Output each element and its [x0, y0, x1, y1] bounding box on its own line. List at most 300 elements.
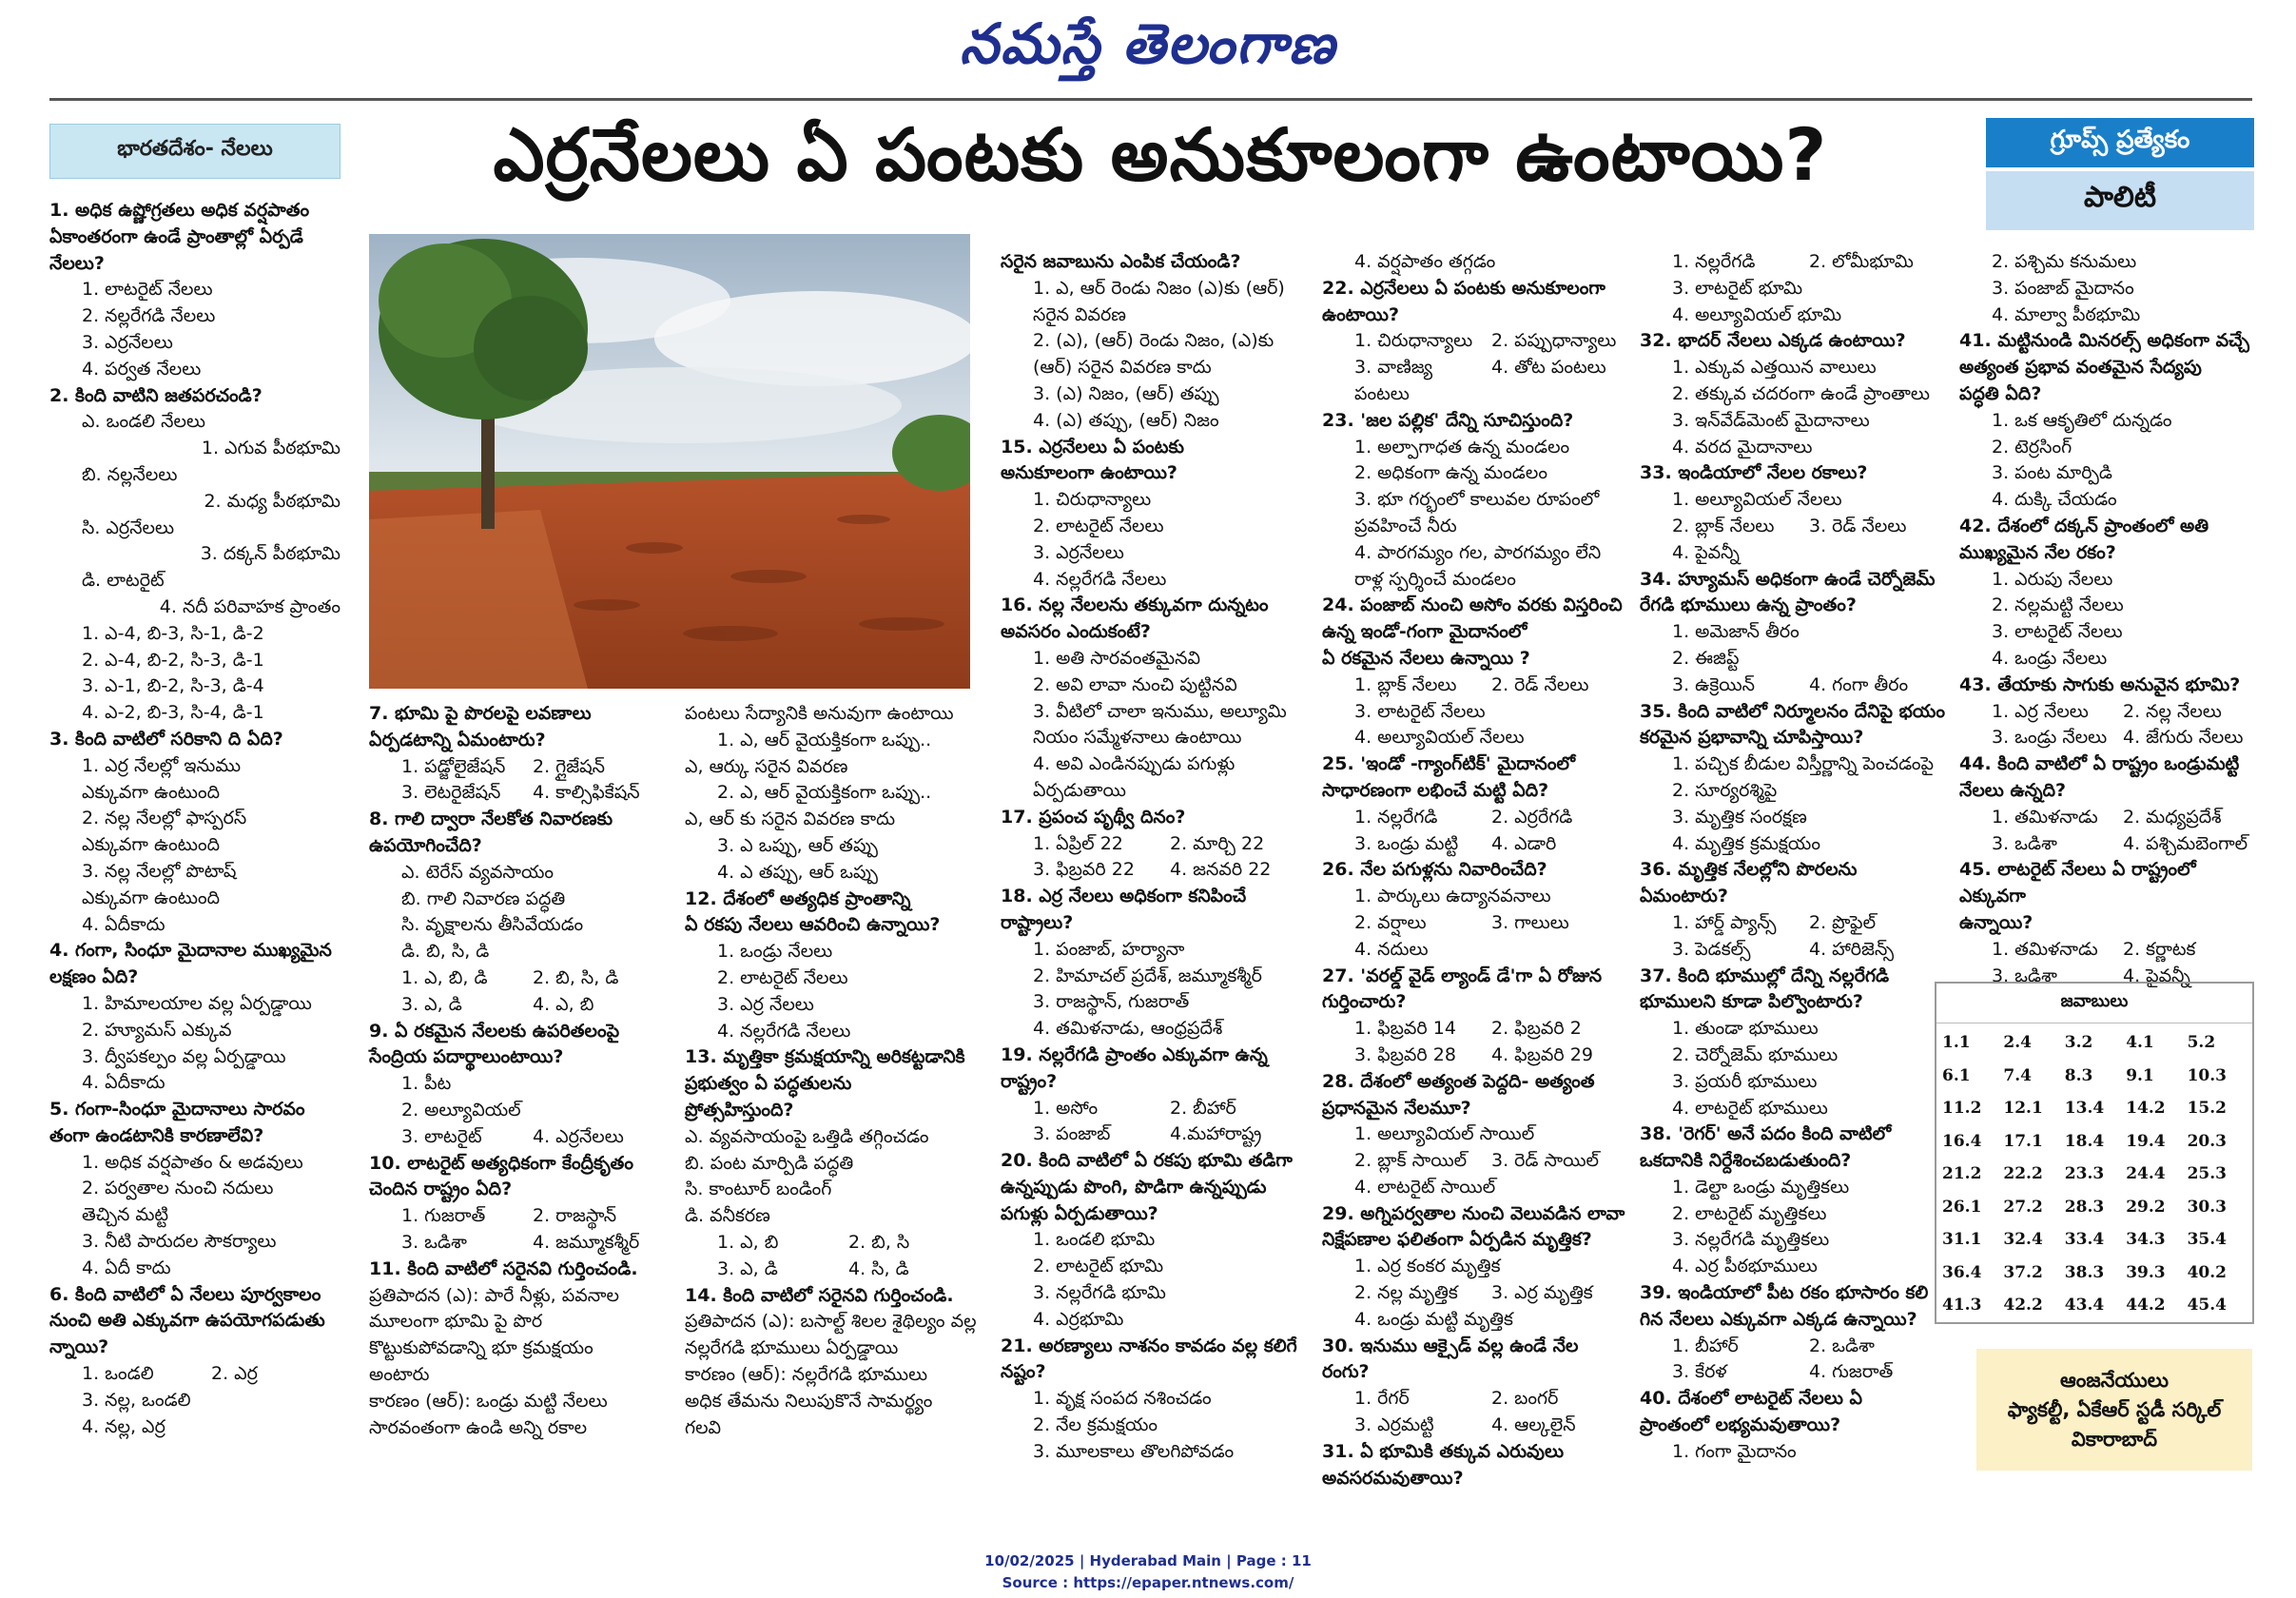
option: 1. గుజరాత్	[401, 1205, 486, 1227]
question-line: 4. గంగా, సింధూ మైదానాల ముఖ్యమైన	[49, 940, 332, 962]
option: 3. వాణిజ్య పంటలు	[1354, 357, 1433, 404]
option-pair	[369, 1203, 664, 1230]
option-line: 4. ఒండ్రు నేలలు	[1992, 647, 2108, 669]
option: 3. పెడకల్స్	[1672, 938, 1751, 960]
option: 2. నల్ల నేలలు	[2123, 700, 2222, 722]
option-line: 4. నదీ పరివాహక ప్రాంతం	[159, 595, 341, 617]
question-line: 12. దేశంలో అత్యధిక ప్రాంతాన్ని	[685, 887, 911, 909]
option-pair	[369, 754, 664, 781]
option-line: ఎ. ఒండలి నేలలు	[82, 411, 205, 433]
question-line: సేంద్రియ పదార్థాలుంటాయి?	[369, 1046, 564, 1068]
question-line: 18. ఎర్ర నేలలు అధికంగా కనిపించే రాష్ట్రాలు?	[1001, 886, 1247, 933]
option-pair	[1001, 831, 1307, 858]
column-7	[1959, 249, 2254, 989]
option-line: 3. ఎ ఒప్పు, ఆర్ తప్పు	[717, 834, 878, 856]
question-line: 35. కింది వాటిలో నిర్మూలనం దేనిపై భయం	[1640, 700, 1945, 722]
option-line: 1. హిమాలయాల వల్ల ఏర్పడ్డాయి	[82, 992, 312, 1014]
answer-cell: 41.3	[1942, 1296, 1982, 1315]
option-line: 1. ఎ-4, బి-3, సి-1, డి-2	[82, 622, 264, 644]
option-line: 3. రాజస్థాన్, గుజరాత్	[1033, 991, 1190, 1013]
question-line: గిన నేలలు ఎక్కువగా ఎక్కడ ఉన్నాయి?	[1640, 1308, 1917, 1330]
option-pair	[1640, 910, 1946, 937]
option-line: 3. మృత్తిక సంరక్షణ	[1672, 806, 1807, 828]
option-line: 2. పర్వతాల నుంచి నదులు	[82, 1178, 274, 1199]
option-line: 4. ఎర్ర పీఠభూములు	[1672, 1256, 1818, 1277]
option-line: 2. లాటరైట్ నేలలు	[717, 966, 848, 988]
question-line: 10. లాటరైట్ అత్యధికంగా కేంద్రీకృతం	[369, 1152, 633, 1174]
option: 4. గంగా తీరం	[1809, 673, 1909, 695]
answer-cell: 10.3	[2187, 1065, 2227, 1085]
option: 1. తమిళనాడు	[1992, 938, 2098, 960]
option-line: 4. తమిళనాడు, ఆంధ్రప్రదేశ్	[1033, 1018, 1223, 1040]
red-soil-field-photo	[369, 234, 970, 689]
option: 2. గ్లైజేషన్	[533, 755, 606, 777]
option-pair	[1322, 355, 1628, 408]
answer-cell: 26.1	[1942, 1197, 1982, 1217]
option: 1. ఫిబ్రవరి 14	[1354, 1018, 1456, 1040]
question-line: నుంచి అతి ఎక్కువగా ఉపయోగపడుతు	[49, 1310, 325, 1332]
option-line: 3. ద్వీపకల్పం వల్ల ఏర్పడ్డాయి	[82, 1045, 286, 1067]
author-place: వికారాబాద్	[2071, 1427, 2158, 1451]
option-line: 4. లాటరైట్ భూములు	[1672, 1097, 1828, 1119]
answer-cell: 19.4	[2126, 1131, 2166, 1151]
option-pair	[1640, 1359, 1946, 1386]
answer-cell: 9.1	[2126, 1065, 2154, 1085]
question-line: ప్రోత్సహిస్తుంది?	[685, 1099, 794, 1121]
option: 4. ఎడారి	[1491, 832, 1557, 854]
option: 2. కర్ణాటక	[2123, 938, 2196, 960]
option-pair	[1322, 1386, 1628, 1413]
question-line: ఉన్నప్పుడు పొంగి, పొడిగా ఉన్నప్పుడు	[1001, 1176, 1267, 1198]
option-line: సి. వృక్షాలను తీసివేయడం	[401, 914, 584, 936]
question-line: 43. తేయాకు సాగుకు అనువైన భూమి?	[1959, 673, 2241, 695]
question-line: భూములని కూడా పిల్వొంటారు?	[1640, 991, 1863, 1013]
option-line: 4. లాటరైట్ సాయిల్	[1354, 1176, 1496, 1198]
question-line: ప్రాంతంలో లభ్యమవుతాయి?	[1640, 1414, 1841, 1436]
option-line: సరైన వివరణ	[1033, 303, 1126, 325]
question-line: అత్యంత ప్రభావ వంతమైన సేద్యపు	[1959, 357, 2202, 379]
question-line: 29. అగ్నిపర్వతాల నుంచి వెలువడిన లావా	[1322, 1202, 1625, 1224]
option: 3. ఎ, డి	[401, 993, 462, 1015]
question-line: నిక్షేపణాల ఫలితంగా ఏర్పడిన మృత్తిక?	[1322, 1229, 1592, 1251]
question-line: ప్రధానమైన నేలమూ?	[1322, 1097, 1471, 1119]
question-line: 13. మృత్తికా క్రమక్షయాన్ని అరికట్టడానికి	[685, 1046, 965, 1068]
answer-key	[1935, 982, 2254, 1324]
option-line: బి. నల్లనేలలు	[82, 463, 178, 485]
option-line: 4. ఎ-2, బి-3, సి-4, డి-1	[82, 702, 264, 724]
option-line: 4. మాల్వా పీఠభూమి	[1992, 303, 2141, 325]
option: 2. బి, సి, డి	[533, 966, 619, 988]
author-box	[1976, 1349, 2252, 1471]
answer-cell: 1.1	[1942, 1033, 1971, 1052]
question-line: 6. కింది వాటిలో ఏ నేలలు పూర్వకాలం	[49, 1283, 321, 1305]
option: 2. బంగర్	[1491, 1388, 1559, 1410]
option: 3. ఒండ్రు నేలలు	[1992, 727, 2108, 749]
option-pair	[1322, 672, 1628, 699]
option-pair	[1322, 1043, 1628, 1069]
option-line: 2. నేల క్రమక్షయం	[1033, 1414, 1158, 1436]
option-pair	[369, 1230, 664, 1257]
question-line: 45. లాటరైట్ నేలలు ఏ రాష్ట్రంలో ఎక్కువగా	[1959, 859, 2196, 907]
option-line: 3. లాటరైట్ నేలలు	[1992, 621, 2123, 643]
question-line: 21. అరణ్యాలు నాశనం కావడం వల్ల కలిగే	[1001, 1335, 1297, 1356]
option-line: 1. ఎక్కువ ఎత్తయిన వాలులు	[1672, 357, 1877, 379]
option-line: 3. దక్కన్ పీఠభూమి	[200, 543, 341, 565]
option-line: 1. ఎ, ఆర్ వైయక్తికంగా ఒప్పు..	[717, 729, 932, 750]
answer-cell: 5.2	[2187, 1033, 2216, 1052]
option: 4. తోట పంటలు	[1491, 357, 1606, 379]
answer-cell: 43.4	[2064, 1296, 2105, 1315]
column-3	[685, 701, 980, 1441]
option-line: అంటారు	[369, 1363, 430, 1385]
option-line: 4. నల్లరేగడి నేలలు	[1033, 568, 1167, 590]
option: 4. జనవరి 22	[1170, 859, 1272, 881]
option: 3. లాటరైట్	[401, 1125, 482, 1147]
option-line: డి. బి, సి, డి	[401, 941, 490, 963]
question-line: 20. కింది వాటిలో ఏ రకపు భూమి తడిగా	[1001, 1150, 1293, 1172]
option-pair	[369, 992, 664, 1019]
option: 1. అసోం	[1033, 1097, 1099, 1119]
option-line: కారణం (ఆర్): నల్లరేగడి భూములు	[685, 1363, 928, 1385]
option-line: 1. పంజాబ్, హర్యానా	[1033, 938, 1185, 960]
question-line: అవసరమవుతాయి?	[1322, 1467, 1464, 1489]
question-line: కరమైన ప్రభావాన్ని చూపిస్తాయి?	[1640, 727, 1864, 749]
option-line: 1. ఎర్ర కంకర మృత్తిక	[1354, 1256, 1501, 1277]
option-line: 4. మృత్తిక క్రమక్షయం	[1672, 832, 1820, 854]
option-line: సి. ఎర్రనేలలు	[82, 516, 175, 538]
question-line: 32. భాదర్ నేలలు ఎక్కడ ఉంటాయి?	[1640, 330, 1906, 352]
option-line: 1. అల్యూవియల్ నేలలు	[1672, 489, 1842, 511]
option-line: 4. ఏదీకాదు	[82, 1072, 165, 1094]
option-line: 1. అమెజాన్ తీరం	[1672, 621, 1800, 643]
option-line: డి. లాటరైట్	[82, 570, 165, 592]
option: 2. ఫిబ్రవరి 2	[1491, 1018, 1582, 1040]
question-line: 7. భూమి పై పొరలపై లవణాలు	[369, 703, 592, 724]
option: 1. ఎర్ర నేలలు	[1992, 700, 2089, 722]
question-line: 3. కింది వాటిలో సరికాని ది ఏది?	[49, 728, 283, 750]
option-line: 2. (ఎ), (ఆర్) రెండు నిజం, (ఎ)కు	[1033, 330, 1274, 352]
option: 3. ఒడిశా	[401, 1231, 467, 1253]
answer-cell: 21.2	[1942, 1164, 1982, 1183]
answer-cell: 15.2	[2187, 1099, 2227, 1118]
option: 3. ఒడిశా	[1992, 832, 2057, 854]
option: 4. ఎ, బి	[533, 993, 594, 1015]
option-line: 2. ఎ, ఆర్ వైయక్తికంగా ఒప్పు..	[717, 782, 932, 804]
answer-cell: 29.2	[2126, 1197, 2166, 1217]
option: 1. బ్లాక్ నేలలు	[1354, 673, 1457, 695]
option-line: బి. గాలి నివారణ పద్ధతి	[401, 887, 566, 909]
question-line: 22. ఎర్రనేలలు ఏ పంటకు అనుకూలంగా	[1322, 277, 1605, 299]
answer-cell: 40.2	[2187, 1262, 2227, 1282]
answer-cell: 45.4	[2187, 1296, 2227, 1315]
option-line: 3. (ఎ) నిజం, (ఆర్) తప్పు	[1033, 382, 1219, 404]
question-line: 27. 'వరల్డ్ వైడ్ ల్యాండ్ డే'గా ఏ రోజున	[1322, 965, 1603, 986]
option-line: 1. ఒక ఆకృతిలో దున్నడం	[1992, 409, 2172, 431]
option-line: 3. నల్లరేగడి మృత్తికలు	[1672, 1229, 1830, 1251]
option: 4. సి, డి	[848, 1257, 909, 1279]
option: 1. నల్లరేగడి	[1354, 806, 1438, 828]
question-line: 37. కింది భూముల్లో దేన్ని నల్లరేగడి	[1640, 965, 1890, 986]
option-pair	[1322, 328, 1628, 355]
question-line: చెందిన రాష్ట్రం ఏది?	[369, 1179, 513, 1200]
answer-cell: 35.4	[2187, 1230, 2227, 1249]
option-line: 4. అవి ఎండినప్పుడు పగుళ్లు	[1033, 753, 1236, 775]
option-line: 1. వృక్ష సంపద నశించడం	[1033, 1388, 1212, 1410]
question-line: నష్టం?	[1001, 1361, 1046, 1383]
answer-cell: 2.4	[2003, 1033, 2032, 1052]
option: 3. లెటరైజేషన్	[401, 782, 501, 804]
option-line: గలవి	[685, 1416, 722, 1438]
option: 2. ఒడిశా	[1809, 1335, 1875, 1356]
option-line: 4. వర్షపాతం తగ్గడం	[1354, 251, 1496, 272]
option: 1. బీహార్	[1672, 1335, 1739, 1356]
question-line: ఉంటాయి?	[1322, 303, 1400, 325]
column-4	[1001, 249, 1307, 1466]
question-line: ముఖ్యమైన నేల రకం?	[1959, 541, 2116, 563]
question-line: 28. దేశంలో అత్యంత పెద్దది- అత్యంత	[1322, 1070, 1595, 1092]
answer-cell: 32.4	[2003, 1230, 2043, 1249]
option: 1. చిరుధాన్యాలు	[1354, 330, 1473, 352]
option: 3. రెడ్ నేలలు	[1809, 515, 1907, 536]
option-pair	[1640, 249, 1946, 276]
option-line: 4. అల్యూవియల్ భూమి	[1672, 303, 1842, 325]
question-line: 14. కింది వాటిలో సరైనవి గుర్తించండి.	[685, 1284, 954, 1306]
option-pair	[49, 1361, 341, 1388]
option-line: 2. అధికంగా ఉన్న మండలం	[1354, 462, 1547, 484]
footer-date-edition: 10/02/2025 | Hyderabad Main | Page : 11	[984, 1552, 1312, 1569]
option-line: 3. ఎ-1, బి-2, సి-3, డి-4	[82, 675, 264, 697]
option-line: 1. ఎగువ పీఠభూమి	[201, 438, 341, 459]
option-line: 3. నల్ల, ఒండలి	[82, 1389, 191, 1411]
option: 4. జమ్మూకశ్మీర్	[533, 1231, 640, 1253]
column-2	[369, 701, 664, 1441]
option-line: నియం సమ్మేళనాలు ఉంటాయి	[1033, 727, 1242, 749]
answer-cell: 36.4	[1942, 1262, 1982, 1282]
option: 3. ఒండ్రు మట్టి	[1354, 832, 1459, 854]
option-line: 3. వీటిలో చాలా ఇనుము, అల్యూమి	[1033, 700, 1287, 722]
option-line: 4. (ఎ) తప్పు, (ఆర్) నిజం	[1033, 409, 1219, 431]
answer-cell: 14.2	[2126, 1099, 2166, 1118]
option: 3. ఫిబ్రవరి 22	[1033, 859, 1135, 881]
option-line: (ఆర్) సరైన వివరణ కాదు	[1033, 357, 1212, 379]
option-line: 2. లాటరైట్ మృత్తికలు	[1672, 1202, 1827, 1224]
option: 3. రెడ్ సాయిల్	[1491, 1150, 1600, 1172]
option: 1. తమిళనాడు	[1992, 806, 2098, 828]
option: 4. ఎర్రనేలలు	[533, 1125, 624, 1147]
masthead: నమస్తే తెలంగాణ	[960, 11, 1336, 76]
option-pair	[1640, 937, 1946, 964]
option-line: 4. నల్ల, ఎర్ర	[82, 1415, 165, 1437]
option-line: 1. పీట	[401, 1073, 452, 1095]
option-line: 1. ఒండ్రు నేలలు	[717, 941, 833, 963]
answer-cell: 8.3	[2064, 1065, 2093, 1085]
answer-cell: 30.3	[2187, 1197, 2227, 1217]
option-line: 1. గంగా మైదానం	[1672, 1440, 1797, 1462]
column-6	[1640, 249, 1946, 1466]
option-line: 1. ఒండలి భూమి	[1033, 1229, 1156, 1251]
option-line: 4. నల్లరేగడి నేలలు	[717, 1020, 851, 1042]
footer-source: Source : https://epaper.ntnews.com/	[1002, 1574, 1294, 1591]
option-line: ఏర్పడుతాయి	[1033, 779, 1126, 801]
section-label: భారతదేశం- నేలలు	[49, 124, 341, 179]
option-line: ప్రవహించే నీరు	[1354, 515, 1457, 536]
option-line: 1. చిరుధాన్యాలు	[1033, 489, 1152, 511]
option-line: 2. సూర్యరశ్మిపై	[1672, 779, 1778, 801]
column-1	[49, 198, 341, 1440]
option: 4. పైవన్నీ	[2123, 965, 2191, 986]
option-pair	[1640, 514, 1946, 540]
option-line: 2. హిమాచల్ ప్రదేశ్, జమ్మూకశ్మీర్	[1033, 965, 1262, 986]
question-line: 39. ఇండియాలో పీట రకం భూసారం కలి	[1640, 1282, 1929, 1304]
option-pair	[685, 1230, 980, 1257]
option-line: ఎక్కువగా ఉంటుంది	[82, 781, 221, 803]
option-line: 1. డెల్టా ఒండ్రు మృత్తికలు	[1672, 1176, 1850, 1198]
option-line: 2. మధ్య పీఠభూమి	[204, 490, 341, 512]
option: 1. ఏప్రిల్ 22	[1033, 832, 1123, 854]
question-line: అనుకూలంగా ఉంటాయి?	[1001, 462, 1177, 484]
option-line: కొట్టుకుపోవడాన్ని భూ క్రమక్షయం	[369, 1337, 593, 1359]
option-pair	[1959, 805, 2254, 831]
option-line: 1. ఎరుపు నేలలు	[1992, 568, 2113, 590]
option-line: రాళ్ల స్పర్శించే మండలం	[1354, 568, 1516, 590]
question-line: ఏ రకమైన నేలలు ఉన్నాయి ?	[1322, 647, 1530, 669]
answer-cell: 22.2	[2003, 1164, 2043, 1183]
option: 1. పడ్జోలైజేషన్	[401, 755, 506, 777]
option: 3. ఫిబ్రవరి 28	[1354, 1043, 1456, 1065]
question-line: రాష్ట్రం?	[1001, 1070, 1058, 1092]
option-line: 4. పారగమ్యం గల, పారగమ్యం లేని	[1354, 541, 1602, 563]
option-line: 3. లాటరైట్ భూమి	[1672, 277, 1803, 299]
option-line: 2. లాటరైట్ భూమి	[1033, 1256, 1164, 1277]
option-line: అధిక తేమను నిలుపుకొనే సామర్థ్యం	[685, 1390, 933, 1412]
option-line: 3. ఎర్ర నేలలు	[717, 993, 814, 1015]
column-5	[1322, 249, 1628, 1491]
question-line: 34. హ్యూమస్ అధికంగా ఉండే చెర్నోజెమ్	[1640, 568, 1936, 590]
question-line: గుర్తించారు?	[1322, 991, 1407, 1013]
answer-cell: 16.4	[1942, 1131, 1982, 1151]
answer-cell: 28.3	[2064, 1197, 2105, 1217]
question-line: 33. ఇండియాలో నేలల రకాలు?	[1640, 462, 1868, 484]
option: 1. రేగర్	[1354, 1388, 1410, 1410]
option-line: ఎక్కువగా ఉంటుంది	[82, 834, 221, 856]
option: 4. ఫిబ్రవరి 29	[1491, 1043, 1593, 1065]
option: 2. లోమీభూమి	[1809, 251, 1914, 272]
answer-cell: 24.4	[2126, 1164, 2166, 1183]
option: 3. కేరళ	[1672, 1361, 1727, 1383]
option-line: 2. లాటరైట్ నేలలు	[1033, 515, 1164, 536]
answer-cell: 6.1	[1942, 1065, 1971, 1085]
option-pair	[1001, 1096, 1307, 1122]
option: 2. ప్రొఫైల్	[1809, 911, 1877, 933]
option-pair	[1322, 1280, 1628, 1307]
option-line: ఎ, ఆర్ కు సరైన వివరణ కాదు	[685, 809, 896, 830]
option-pair	[1322, 831, 1628, 858]
option: 3. ఒడిశా	[1992, 965, 2057, 986]
author-role: ఫ్యాకల్టీ, ఏకేఆర్ స్టడీ సర్కిల్	[2007, 1397, 2222, 1421]
option-line: 2. నల్లమట్టి నేలలు	[1992, 594, 2124, 616]
answer-cell: 7.4	[2003, 1065, 2032, 1085]
option-line: 3. పంట మార్పిడి	[1992, 462, 2112, 484]
answer-cell: 38.3	[2064, 1262, 2105, 1282]
question-line: 2. కింది వాటిని జతపరచండి?	[49, 384, 263, 406]
option-line: 3. ఎర్రనేలలు	[82, 331, 173, 353]
option-line: 1. అతి సారవంతమైనవి	[1033, 647, 1200, 669]
question-line: 36. మృత్తిక నేలల్లోని పొరలను ఏమంటారు?	[1640, 859, 1858, 907]
option: 1. ఎ, బి, డి	[401, 966, 488, 988]
option-line: నల్లరేగడి భూములు ఏర్పడ్డాయి	[685, 1337, 899, 1359]
option: 4. కాల్సిఫికేషన్	[533, 782, 640, 804]
option-line: ప్రతిపాదన (ఎ): పారే నీళ్లు, పవనాల	[369, 1284, 619, 1306]
question-line: న్నాయి?	[49, 1336, 109, 1358]
question-line: 5. గంగా-సింధూ మైదానాలు సారవం	[49, 1099, 305, 1121]
option: 2. ఎర్రరేగడి	[1491, 806, 1573, 828]
option-line: 3. లాటరైట్ నేలలు	[1354, 700, 1486, 722]
option-pair	[1322, 805, 1628, 831]
option-pair	[1640, 1334, 1946, 1360]
option-line: 4. నదులు	[1354, 938, 1429, 960]
option: 2. నల్ల మృత్తిక	[1354, 1282, 1458, 1304]
question-line: ప్రభుత్వం ఏ పద్ధతులను	[685, 1073, 852, 1095]
question-line: 44. కింది వాటిలో ఏ రాష్ట్రం ఒండ్రుమట్టి	[1959, 753, 2240, 775]
option: 1. ఎ, బి	[717, 1231, 779, 1253]
option-line: 2. నల్ల నేలల్లో ఫాస్పరస్	[82, 808, 247, 829]
option: 2. మార్చి 22	[1170, 832, 1265, 854]
option-line: 4. ఏదీకాదు	[82, 913, 165, 935]
option: 2. బ్లాక్ సాయిల్	[1354, 1150, 1468, 1172]
option-line: మూలంగా భూమి పై పొర	[369, 1311, 543, 1333]
option-line: 1. అల్యూవియల్ సాయిల్	[1354, 1123, 1535, 1145]
option-line: ఎ. టెరేస్ వ్యవసాయం	[401, 861, 555, 883]
option-line: 2. చెర్నోజెమ్ భూములు	[1672, 1043, 1839, 1065]
question-line: ఏకాంతరంగా ఉండే ప్రాంతాల్లో ఏర్పడే	[49, 225, 303, 247]
option: 2. బి, సి	[848, 1231, 910, 1253]
answer-cell: 12.1	[2003, 1099, 2043, 1118]
option-line: 2. అల్యూవియల్	[401, 1099, 521, 1121]
badge-polity: పాలిటీ	[1986, 171, 2254, 230]
option-pair	[1322, 910, 1628, 937]
option: 4. జేగురు నేలలు	[2123, 727, 2244, 749]
question-line: అవసరం ఎందుకంటే?	[1001, 621, 1151, 643]
option-line: ప్రతిపాదన (ఎ): బసాల్ట్ శిలల శైథిల్యం వల్ల	[685, 1311, 977, 1333]
question-line: 24. పంజాబ్ నుంచి అసోం వరకు విస్తరించి	[1322, 594, 1623, 616]
answer-cell: 34.3	[2126, 1230, 2166, 1249]
option: 2. బ్లాక్ నేలలు	[1672, 515, 1775, 536]
option-pair	[1001, 1121, 1307, 1148]
question-line: పద్ధతి ఏది?	[1959, 382, 2042, 404]
answer-cell: 20.3	[2187, 1131, 2227, 1151]
question-line: ఏర్పడటాన్ని ఏమంటారు?	[369, 729, 546, 750]
option: 1. ఒండలి	[82, 1363, 154, 1385]
option-line: 4. పర్వత నేలలు	[82, 358, 202, 380]
question-line: 15. ఎర్రనేలలు ఏ పంటకు	[1001, 436, 1184, 458]
question-line: ఏ రకపు నేలలు ఆవరించి ఉన్నాయి?	[685, 914, 941, 936]
question-line: పగుళ్లు ఏర్పడుతాయి?	[1001, 1202, 1158, 1224]
answer-cell: 33.4	[2064, 1230, 2105, 1249]
option-line: 3. పంజాబ్ మైదానం	[1992, 277, 2134, 299]
option-line: 4. పైవన్నీ	[1672, 541, 1741, 563]
option: 4. హారిజెన్స్	[1809, 938, 1895, 960]
option: 2. మధ్యప్రదేశ్	[2123, 806, 2222, 828]
option-pair	[685, 1257, 980, 1283]
option-line: 1. అల్పాగాధత ఉన్న మండలం	[1354, 436, 1570, 458]
option-line: 4. వరద మైదానాలు	[1672, 436, 1813, 458]
option-line: 1. ఎర్ర నేలల్లో ఇనుము	[82, 754, 242, 776]
option-line: 3. నీటి పారుదల సౌకర్యాలు	[82, 1231, 277, 1253]
option-line: 1. ఎ, ఆర్ రెండు నిజం (ఎ)కు (ఆర్)	[1033, 277, 1285, 299]
question-line: సాధారణంగా లభించే మట్టి ఏది?	[1322, 779, 1549, 801]
answer-cell: 25.3	[2187, 1164, 2227, 1183]
question-line: 19. నల్లరేగడి ప్రాంతం ఎక్కువగా ఉన్న	[1001, 1043, 1268, 1065]
